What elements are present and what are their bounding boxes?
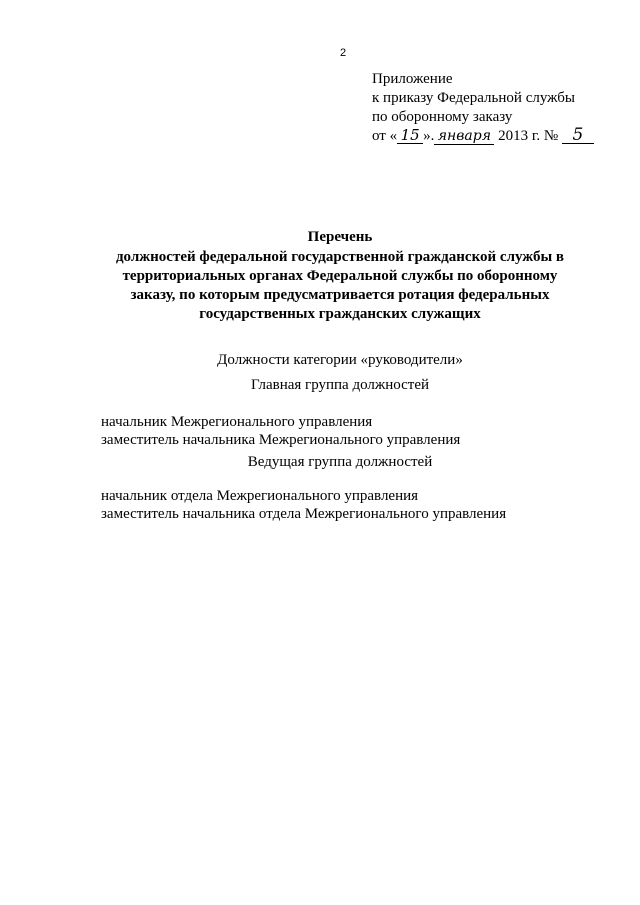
appendix-order-ref: к приказу Федеральной службы	[372, 90, 576, 106]
list-item: заместитель начальника Межрегионального управления	[101, 432, 461, 448]
title-line-2: территориальных органах Федеральной службы по оборонному	[122, 268, 558, 284]
title-heading: Перечень	[307, 229, 373, 245]
title-line-3: заказу, по которым предусматривается ротация федеральных	[130, 287, 550, 303]
handwritten-order-number: 5	[562, 128, 594, 144]
group-heading-lead: Ведущая группа должностей	[247, 454, 433, 470]
page-number: 2	[340, 47, 347, 59]
group-heading-main: Главная группа должностей	[250, 377, 430, 393]
list-item: заместитель начальника отдела Межрегионального управления	[101, 506, 507, 522]
position-list-lead	[101, 487, 506, 523]
title-line-4: государственных гражданских служащих	[199, 306, 481, 322]
list-item: начальник отдела Межрегионального управления	[101, 488, 419, 504]
date-quote-close: ».	[423, 128, 435, 144]
appendix-date-line	[372, 127, 594, 146]
list-item: начальник Межрегионального управления	[101, 414, 373, 430]
date-year: 2013 г. №	[498, 128, 559, 144]
position-list-main	[101, 413, 460, 449]
appendix-label: Приложение	[372, 71, 453, 87]
title-line-1: должностей федеральной государственной гражданской службы в	[115, 249, 565, 265]
handwritten-month: января	[434, 129, 494, 145]
appendix-block	[372, 70, 594, 146]
category-heading: Должности категории «руководители»	[217, 352, 463, 368]
appendix-order-subject: по оборонному заказу	[372, 109, 513, 125]
document-title	[80, 228, 600, 324]
handwritten-day: 15	[397, 128, 423, 144]
date-prefix: от «	[372, 128, 398, 144]
